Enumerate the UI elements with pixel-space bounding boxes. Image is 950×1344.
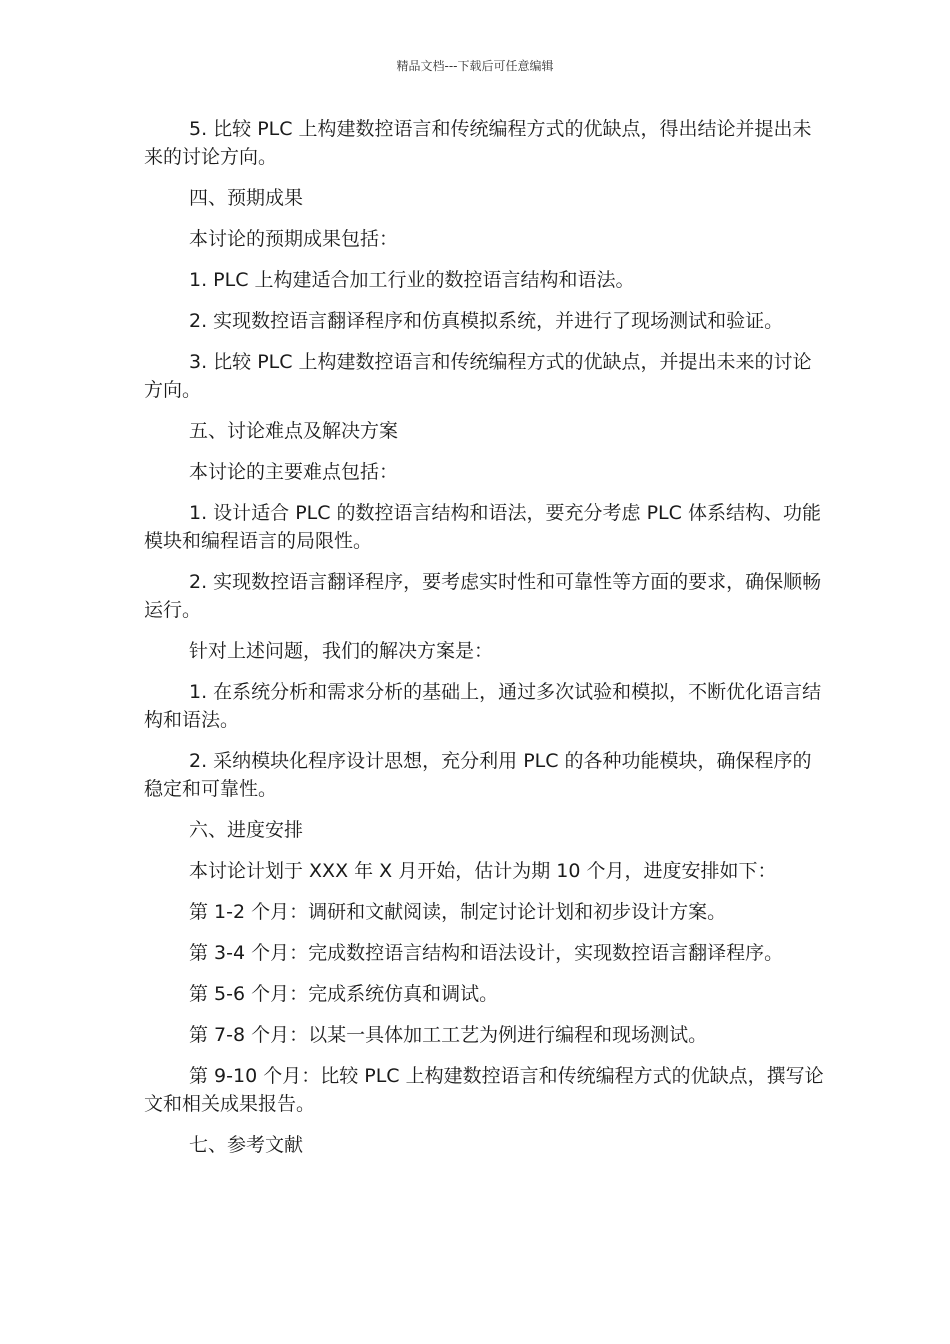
- list-item: 1. 在系统分析和需求分析的基础上，通过多次试验和模拟，不断优化语言结构和语法。: [144, 681, 822, 731]
- page-header: 精品文档---下载后可任意编辑: [396, 59, 554, 73]
- schedule-item: 第 9-10 个月：比较 PLC 上构建数控语言和传统编程方式的优缺点，撰写论文和相关成果报告。: [144, 1065, 824, 1115]
- paragraph: 5. 比较 PLC 上构建数控语言和传统编程方式的优缺点，得出结论并提出未来的讨论方向。: [144, 118, 812, 168]
- document-body: [144, 115, 824, 1172]
- paragraph: 针对上述问题，我们的解决方案是：: [189, 640, 494, 662]
- paragraph: 本讨论的预期成果包括：: [189, 228, 399, 250]
- schedule-item: 第 5-6 个月：完成系统仿真和调试。: [189, 983, 499, 1005]
- paragraph: 本讨论计划于 XXX 年 X 月开始，估计为期 10 个月，进度安排如下：: [189, 860, 777, 882]
- section-heading: 五、讨论难点及解决方案: [189, 420, 399, 442]
- list-item: 2. 实现数控语言翻译程序和仿真模拟系统，并进行了现场测试和验证。: [189, 310, 784, 332]
- list-item: 2. 实现数控语言翻译程序，要考虑实时性和可靠性等方面的要求，确保顺畅运行。: [144, 571, 822, 621]
- list-item: 2. 采纳模块化程序设计思想，充分利用 PLC 的各种功能模块，确保程序的稳定和可靠性。: [144, 750, 812, 800]
- section-heading: 七、参考文献: [189, 1134, 304, 1156]
- list-item: 3. 比较 PLC 上构建数控语言和传统编程方式的优缺点，并提出未来的讨论方向。: [144, 351, 812, 401]
- section-heading: 四、预期成果: [189, 187, 304, 209]
- list-item: 1. PLC 上构建适合加工行业的数控语言结构和语法。: [189, 269, 635, 291]
- schedule-item: 第 3-4 个月：完成数控语言结构和语法设计，实现数控语言翻译程序。: [189, 942, 784, 964]
- list-item: 1. 设计适合 PLC 的数控语言结构和语法，要充分考虑 PLC 体系结构、功能模块和编程语言的局限性。: [144, 502, 821, 552]
- paragraph: 本讨论的主要难点包括：: [189, 461, 399, 483]
- schedule-item: 第 7-8 个月：以某一具体加工工艺为例进行编程和现场测试。: [189, 1024, 708, 1046]
- section-heading: 六、进度安排: [189, 819, 304, 841]
- schedule-item: 第 1-2 个月：调研和文献阅读，制定讨论计划和初步设计方案。: [189, 901, 727, 923]
